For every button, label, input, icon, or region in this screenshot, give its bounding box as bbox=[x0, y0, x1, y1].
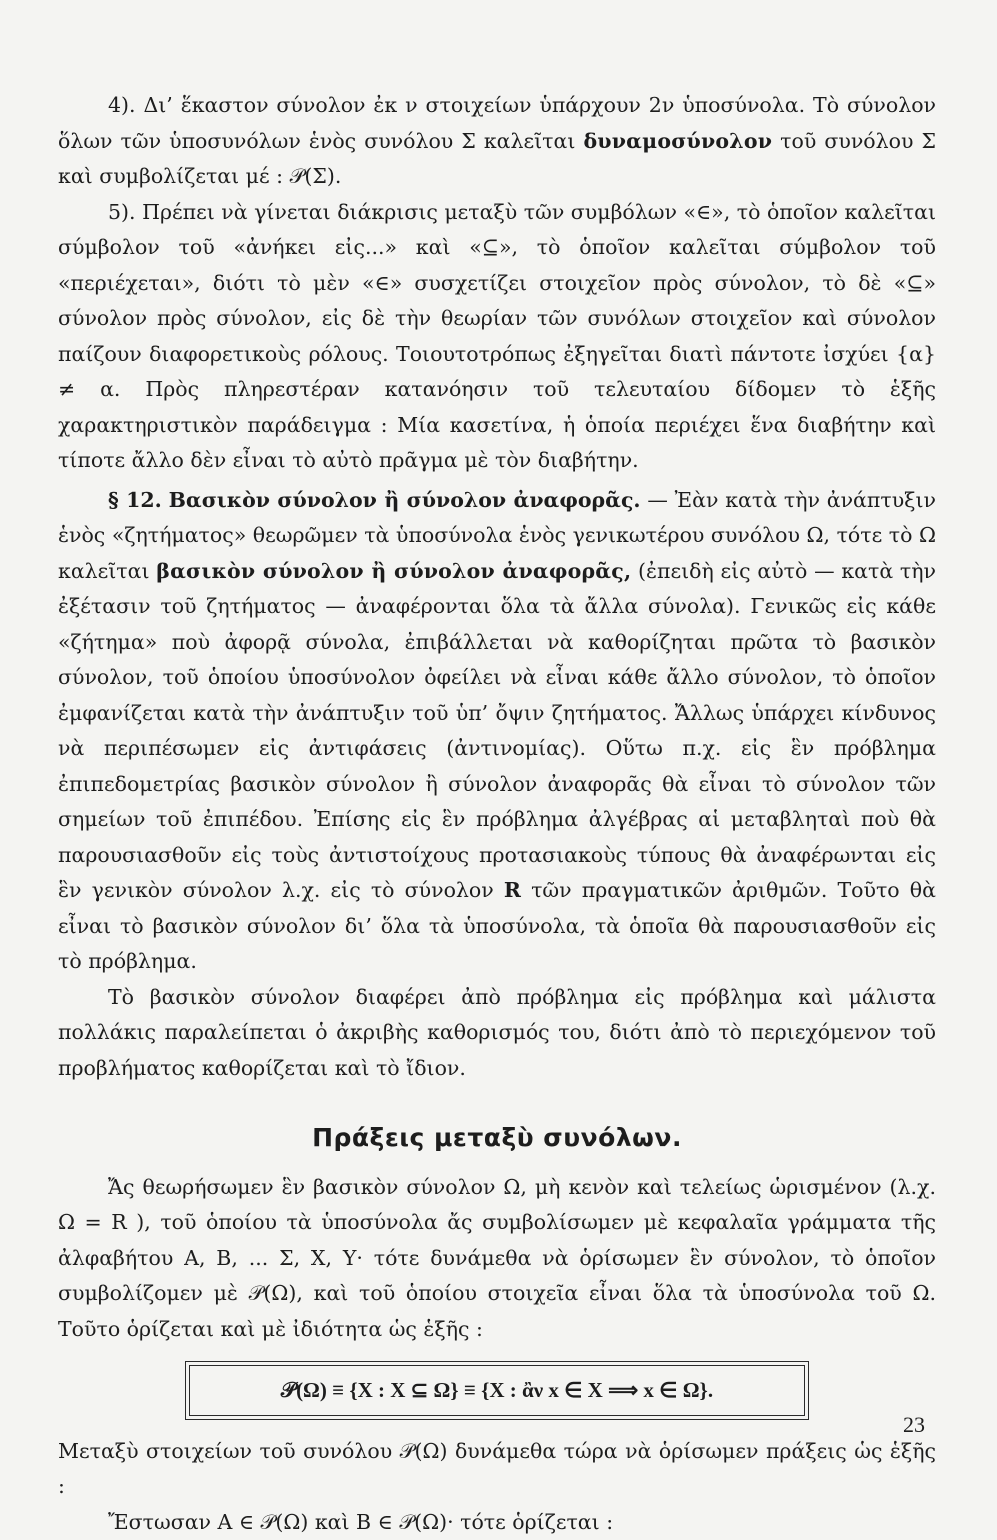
real-numbers-symbol: R bbox=[504, 878, 521, 902]
section-12-text-c: τῶν πραγματικῶν ἀριθμῶν. Τοῦτο θὰ εἶναι τὸ βασικὸν σύνολον δι’ ὅλα τὰ ὑποσύνολα, τὰ ὁποῖα θὰ παρουσιασθοῦν εἰς τὸ πρόβλημα. bbox=[58, 878, 936, 973]
term-dynamosynolon: δυναμοσύνολον bbox=[583, 129, 772, 153]
paragraph-between: Μεταξὺ στοιχείων τοῦ συνόλου 𝒫(Ω) δυνάμεθα τώρα νὰ ὁρίσωμεν πράξεις ὡς ἑξῆς : bbox=[58, 1434, 936, 1505]
paragraph-operations: Ἄς θεωρήσωμεν ἓν βασικὸν σύνολον Ω, μὴ κενὸν καὶ τελείως ὡρισμένον (λ.χ. Ω = R ), τοῦ ὁποίου τὰ ὑποσύνολα ἄς συμβολίσωμεν μὲ κεφαλαῖα γράμματα τῆς ἀλφαβήτου Α, Β, ... Σ, Χ, Υ· τότε δυνάμεθα νὰ ὁρίσωμεν ἓν σύνολον, τὸ ὁποῖον συμβολίζομεν μὲ 𝒫(Ω), καὶ τοῦ ὁποίου στοιχεῖα εἶναι ὅλα τὰ ὑποσύνολα τοῦ Ω. Τοῦτο ὁρίζεται καὶ μὲ ἰδιότητα ὡς ἑξῆς : bbox=[58, 1170, 936, 1348]
paragraph-4 bbox=[58, 88, 936, 195]
power-set-formula: 𝒫(Ω) ≡ {X : X ⊆ Ω} ≡ {X : ἂν x ∈ X ⟹ x ∈ Ω}. bbox=[189, 1365, 805, 1416]
heading-set-operations: Πράξεις μεταξὺ συνόλων. bbox=[58, 1120, 936, 1156]
paragraph-5: 5). Πρέπει νὰ γίνεται διάκρισις μεταξὺ τῶν συμβόλων «∈», τὸ ὁποῖον καλεῖται σύμβολον τοῦ «ἀνήκει εἰς...» καὶ «⊆», τὸ ὁποῖον καλεῖται σύμβολον τοῦ «περιέχεται», διότι τὸ μὲν «∈» συσχετίζει στοιχεῖον πρὸς σύνολον, τὸ δὲ «⊆» σύνολον πρὸς σύνολον, εἰς δὲ τὴν θεωρίαν τῶν συνόλων στοιχεῖον καὶ σύνολον παίζουν διαφορετικοὺς ρόλους. Τοιουτοτρόπως ἐξηγεῖται διατὶ πάντοτε ἰσχύει {α} ≠ α. Πρὸς πληρεστέραν κατανόησιν τοῦ τελευταίου δίδομεν τὸ ἑξῆς χαρακτηριστικὸν παράδειγμα : Μία κασετίνα, ἡ ὁποία περιέχει ἕνα διαβήτην καὶ τίποτε ἄλλο δὲν εἶναι τὸ αὐτὸ πρᾶγμα μὲ τὸν διαβήτην. bbox=[58, 195, 936, 479]
term-basic-set: βασικὸν σύνολον ἢ σύνολον ἀναφορᾶς, bbox=[156, 559, 631, 583]
section-12-text-a: — Ἐὰν κατὰ τὴν ἀνάπτυξιν ἑνὸς «ζητήματος» θεωρῶμεν τὰ ὑποσύνολα ἑνὸς γενικωτέρου συνόλου Ω, τότε τὸ Ω καλεῖται bbox=[58, 488, 936, 583]
section-12-number: § 12. bbox=[108, 488, 162, 512]
formula-box bbox=[185, 1361, 809, 1420]
page-number: 23 bbox=[903, 1412, 925, 1438]
section-12-text-b: (ἐπειδὴ εἰς αὐτὸ — κατὰ τὴν ἐξέτασιν τοῦ ζητήματος — ἀναφέρονται ὅλα τὰ ἄλλα σύνολα). Γενικῶς εἰς κάθε «ζήτημα» ποὺ ἀφορᾷ σύνολα, ἐπιβάλλεται νὰ καθορίζηται πρῶτα τὸ βασικὸν σύνολον, τοῦ ὁποίου ὑποσύνολον ὀφείλει νὰ εἶναι κάθε ἄλλο σύνολον, τὸ ὁποῖον ἐμφανίζεται κατὰ τὴν ἀνάπτυξιν τοῦ ὑπ’ ὄψιν ζητήματος. Ἄλλως ὑπάρχει κίνδυνος νὰ περιπέσωμεν εἰς ἀντιφάσεις (ἀντινομίας). Οὕτω π.χ. εἰς ἓν πρόβλημα ἐπιπεδομετρίας βασικὸν σύνολον ἢ σύνολον ἀναφορᾶς θὰ εἶναι τὸ σύνολον τῶν σημείων τοῦ ἐπιπέδου. Ἐπίσης εἰς ἓν πρόβλημα ἀλγέβρας αἱ μεταβληταὶ ποὺ θὰ παρουσιασθοῦν εἰς τοὺς ἀντιστοίχους προτασιακοὺς τύπους θὰ ἀναφέρωνται εἰς ἓν γενικὸν σύνολον λ.χ. εἰς τὸ σύνολον bbox=[58, 559, 936, 903]
paragraph-4-text-a: 4). Δι’ ἕκαστον σύνολον ἐκ ν στοιχείων ὑπάρχουν 2ν ὑποσύνολα. Τὸ σύνολον ὅλων τῶν ὑποσυνόλων ἑνὸς συνόλου Σ καλεῖται bbox=[58, 93, 936, 153]
paragraph-let: Ἔστωσαν Α ∈ 𝒫(Ω) καὶ Β ∈ 𝒫(Ω)· τότε ὁρίζεται : bbox=[58, 1505, 936, 1540]
paragraph-4-text-b: τοῦ συνόλου Σ καὶ συμβολίζεται μέ : 𝒫(Σ). bbox=[58, 129, 936, 189]
section-12-title: Βασικὸν σύνολον ἢ σύνολον ἀναφορᾶς. bbox=[169, 488, 641, 512]
paragraph-basic-set: Τὸ βασικὸν σύνολον διαφέρει ἀπὸ πρόβλημα εἰς πρόβλημα καὶ μάλιστα πολλάκις παραλείπεται ὁ ἀκριβὴς καθορισμός του, διότι ἀπὸ τὸ περιεχόμενον τοῦ προβλήματος καθορίζεται καὶ τὸ ἴδιον. bbox=[58, 980, 936, 1087]
page-body bbox=[58, 88, 936, 1540]
section-12 bbox=[58, 483, 936, 980]
